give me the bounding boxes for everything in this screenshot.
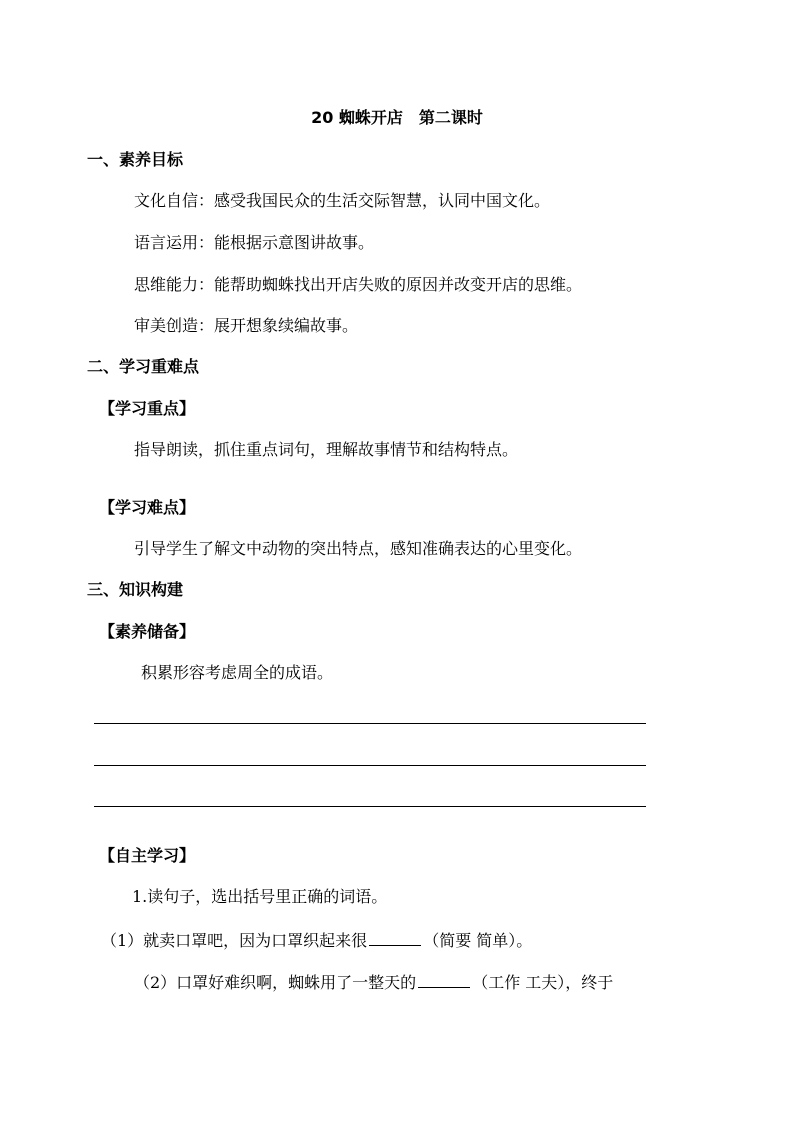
question-2-text: （2）口罩好难织啊，蜘蛛用了一整天的 <box>134 973 417 992</box>
key-point-text: 指导朗读，抓住重点词句，理解故事情节和结构特点。 <box>134 440 519 459</box>
section-heading-goals: 一、素养目标 <box>87 150 184 169</box>
goal-item-thinking: 思维能力：能帮助蜘蛛找出开店失败的原因并改变开店的思维。 <box>134 275 583 294</box>
page-title: 20 蜘蛛开店 第二课时 <box>311 108 483 127</box>
answer-line[interactable] <box>94 806 646 807</box>
goal-item-aesthetic: 审美创造：展开想象续编故事。 <box>134 316 359 335</box>
question-1-text: （1）就卖口罩吧，因为口罩织起来很 <box>101 931 368 950</box>
question-2-blank[interactable] <box>418 971 470 988</box>
difficulty-label: 【学习难点】 <box>99 498 196 517</box>
answer-line[interactable] <box>94 765 646 766</box>
question-1 <box>101 929 532 951</box>
section-heading-key-points: 二、学习重难点 <box>87 357 200 376</box>
key-point-label: 【学习重点】 <box>99 399 196 418</box>
answer-line[interactable] <box>94 723 646 724</box>
prep-text: 积累形容考虑周全的成语。 <box>141 663 334 682</box>
question-2-options: （工作 工夫），终于 <box>472 973 614 992</box>
self-study-label: 【自主学习】 <box>99 846 196 865</box>
difficulty-text: 引导学生了解文中动物的突出特点，感知准确表达的心里变化。 <box>134 539 583 558</box>
prep-label: 【素养储备】 <box>99 622 196 641</box>
section-heading-knowledge: 三、知识构建 <box>87 580 184 599</box>
goal-item-culture: 文化自信：感受我国民众的生活交际智慧，认同中国文化。 <box>134 191 551 210</box>
task-instruction: 1.读句子，选出括号里正确的词语。 <box>132 887 388 906</box>
goal-item-language: 语言运用：能根据示意图讲故事。 <box>134 233 375 252</box>
question-1-blank[interactable] <box>369 929 421 946</box>
question-2 <box>134 971 613 993</box>
question-1-options: （简要 简单）。 <box>423 931 533 950</box>
